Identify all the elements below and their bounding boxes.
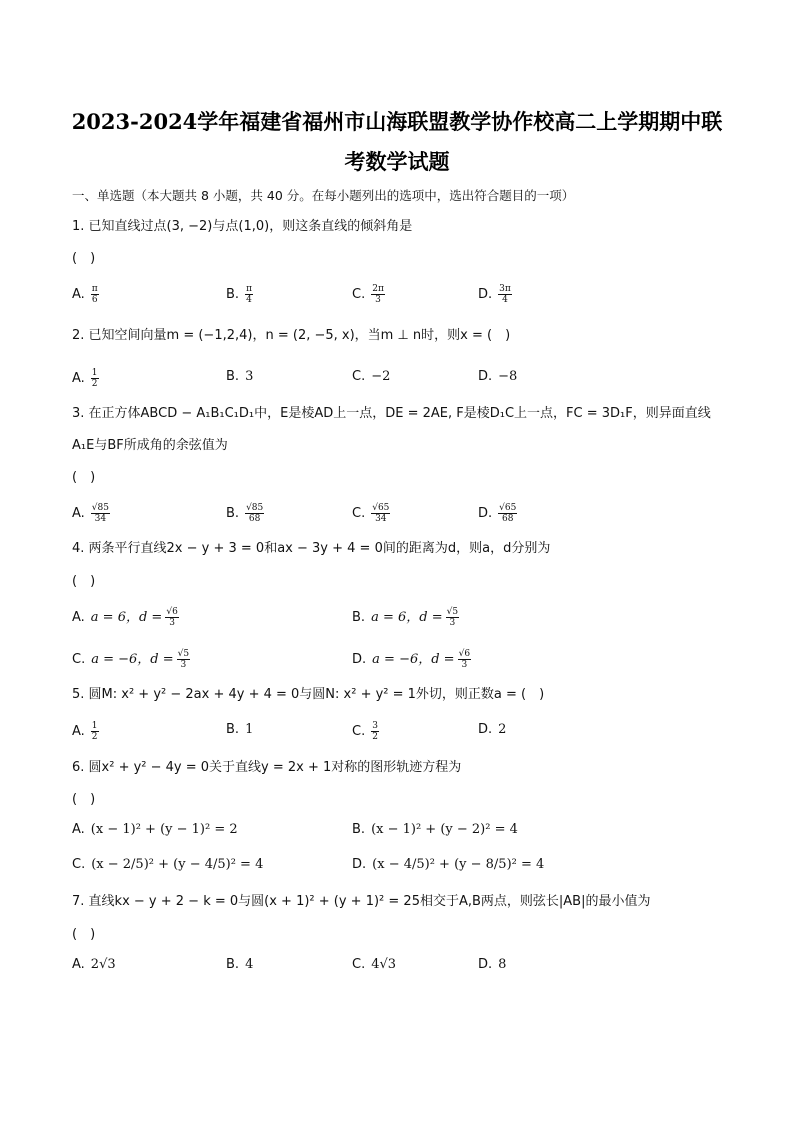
option-value: −2 xyxy=(371,369,391,384)
option-value: 3 xyxy=(245,369,254,384)
question-1-option-c xyxy=(352,284,385,305)
fraction: $\frac{√5}{3}$ xyxy=(177,649,190,670)
question-3-option-d xyxy=(478,503,517,524)
option-label: A. xyxy=(72,822,85,837)
question-5-option-b xyxy=(226,721,253,739)
question-4-paren: ( ) xyxy=(72,574,96,589)
option-value: 1 xyxy=(245,722,254,737)
question-1-option-a xyxy=(72,284,99,305)
option-label: D. xyxy=(478,957,493,972)
question-4-option-c xyxy=(72,649,190,670)
option-value: 2 xyxy=(498,722,507,737)
document-title-line-1: 2023-2024学年福建省福州市山海联盟教学协作校高二上学期期中联 xyxy=(71,109,723,134)
option-label: B. xyxy=(226,722,240,737)
option-prefix: a = −6，d = xyxy=(372,651,455,667)
option-label: A. xyxy=(72,370,85,386)
option-label: B. xyxy=(226,286,240,302)
option-label: D. xyxy=(478,286,493,302)
option-label: A. xyxy=(72,723,85,739)
option-value: 2√3 xyxy=(90,957,116,972)
option-prefix: a = −6，d = xyxy=(91,651,174,667)
option-label: A. xyxy=(72,286,85,302)
option-label: B. xyxy=(352,609,366,625)
question-4-option-d xyxy=(352,649,471,670)
option-value: (x − 1)² + (y − 1)² = 2 xyxy=(90,822,238,837)
question-2-option-a xyxy=(72,368,99,389)
document-title-line-2: 考数学试题 xyxy=(344,149,450,174)
question-3-option-a xyxy=(72,503,110,524)
question-7-option-c xyxy=(352,956,396,974)
question-4-option-b xyxy=(352,607,459,628)
question-7-option-a xyxy=(72,956,116,974)
question-6-paren: ( ) xyxy=(72,792,96,807)
fraction: $\frac{√6}{3}$ xyxy=(458,649,471,670)
option-label: B. xyxy=(226,369,240,384)
question-3-option-c xyxy=(352,503,390,524)
question-5-option-c xyxy=(352,721,379,742)
fraction: $\frac{1}{2}$ xyxy=(91,721,98,742)
option-label: D. xyxy=(478,722,493,737)
question-5-option-a xyxy=(72,721,99,742)
fraction: $\frac{√6}{3}$ xyxy=(166,607,178,628)
option-value: (x − 1)² + (y − 2)² = 4 xyxy=(371,822,518,837)
option-label: D. xyxy=(478,369,493,384)
question-6-option-d xyxy=(352,856,544,874)
question-2-option-d xyxy=(478,368,517,386)
option-label: C. xyxy=(352,723,366,739)
fraction: $\frac{√65}{34}$ xyxy=(372,503,390,524)
option-label: C. xyxy=(352,957,366,972)
question-3-option-b xyxy=(226,503,264,524)
option-label: D. xyxy=(478,505,493,521)
fraction: $\frac{√65}{68}$ xyxy=(499,503,517,524)
question-1-paren: ( ) xyxy=(72,251,96,266)
option-label: B. xyxy=(226,957,240,972)
question-6-option-a xyxy=(72,821,238,839)
option-value: 4 xyxy=(245,957,254,972)
fraction: $\frac{√85}{68}$ xyxy=(246,503,264,524)
fraction: $\frac{\pi}{6}$ xyxy=(91,284,98,305)
option-value: 4√3 xyxy=(371,957,397,972)
question-7-option-b xyxy=(226,956,253,974)
option-label: B. xyxy=(226,505,240,521)
option-label: D. xyxy=(352,857,367,872)
option-label: C. xyxy=(352,286,366,302)
option-prefix: a = 6，d = xyxy=(90,609,163,625)
question-4-option-a xyxy=(72,607,179,628)
question-2-stem: 2. 已知空间向量m = (−1,2,4)，n = (2, −5, x)，当m ⊥ n时，则x = ( ) xyxy=(72,328,511,343)
option-label: A. xyxy=(72,609,85,625)
question-7-paren: ( ) xyxy=(72,927,96,942)
question-2-option-b xyxy=(226,368,253,386)
fraction: $\frac{√85}{34}$ xyxy=(91,503,109,524)
fraction: $\frac{2\pi}{3}$ xyxy=(372,284,384,305)
question-1-option-b xyxy=(226,284,253,305)
fraction: $\frac{1}{2}$ xyxy=(91,368,98,389)
option-label: A. xyxy=(72,505,85,521)
question-6-stem: 6. 圆x² + y² − 4y = 0关于直线y = 2x + 1对称的图形轨迹方程为 xyxy=(72,760,462,775)
option-value: (x − 4/5)² + (y − 8/5)² = 4 xyxy=(372,857,545,872)
question-5-stem: 5. 圆M: x² + y² − 2ax + 4y + 4 = 0与圆N: x² + y² = 1外切，则正数a = ( ) xyxy=(72,687,545,702)
question-4-stem: 4. 两条平行直线2x − y + 3 = 0和ax − 3y + 4 = 0间的距离为d，则a，d分别为 xyxy=(72,541,551,556)
question-1-option-d xyxy=(478,284,512,305)
question-7-option-d xyxy=(478,956,506,974)
option-label: C. xyxy=(352,369,366,384)
fraction: $\frac{3}{2}$ xyxy=(372,721,378,742)
option-label: D. xyxy=(352,651,367,667)
option-label: A. xyxy=(72,957,85,972)
fraction: $\frac{3\pi}{4}$ xyxy=(499,284,511,305)
fraction: $\frac{\pi}{4}$ xyxy=(246,284,252,305)
option-label: C. xyxy=(352,505,366,521)
option-label: C. xyxy=(72,857,86,872)
option-value: −8 xyxy=(498,369,518,384)
question-3-stem-continued: A₁E与BF所成角的余弦值为 xyxy=(72,438,228,453)
question-3-paren: ( ) xyxy=(72,470,96,485)
option-label: C. xyxy=(72,651,86,667)
option-value: (x − 2/5)² + (y − 4/5)² = 4 xyxy=(91,857,264,872)
question-6-option-c xyxy=(72,856,263,874)
question-6-option-b xyxy=(352,821,518,839)
question-5-option-d xyxy=(478,721,506,739)
section-heading: 一、单选题（本大题共 8 小题，共 40 分。在每小题列出的选项中，选出符合题目的一项） xyxy=(72,188,575,203)
question-3-stem: 3. 在正方体ABCD − A₁B₁C₁D₁中，E是棱AD上一点，DE = 2AE, F是棱D₁C上一点，FC = 3D₁F，则异面直线 xyxy=(72,406,711,421)
question-7-stem: 7. 直线kx − y + 2 − k = 0与圆(x + 1)² + (y + 1)² = 25相交于A,B两点，则弦长|AB|的最小值为 xyxy=(72,894,651,909)
option-prefix: a = 6，d = xyxy=(371,609,443,625)
option-label: B. xyxy=(352,822,366,837)
question-2-option-c xyxy=(352,368,390,386)
question-1-stem: 1. 已知直线过点(3, −2)与点(1,0)，则这条直线的倾斜角是 xyxy=(72,219,413,234)
fraction: $\frac{√5}{3}$ xyxy=(446,607,459,628)
option-value: 8 xyxy=(498,957,507,972)
